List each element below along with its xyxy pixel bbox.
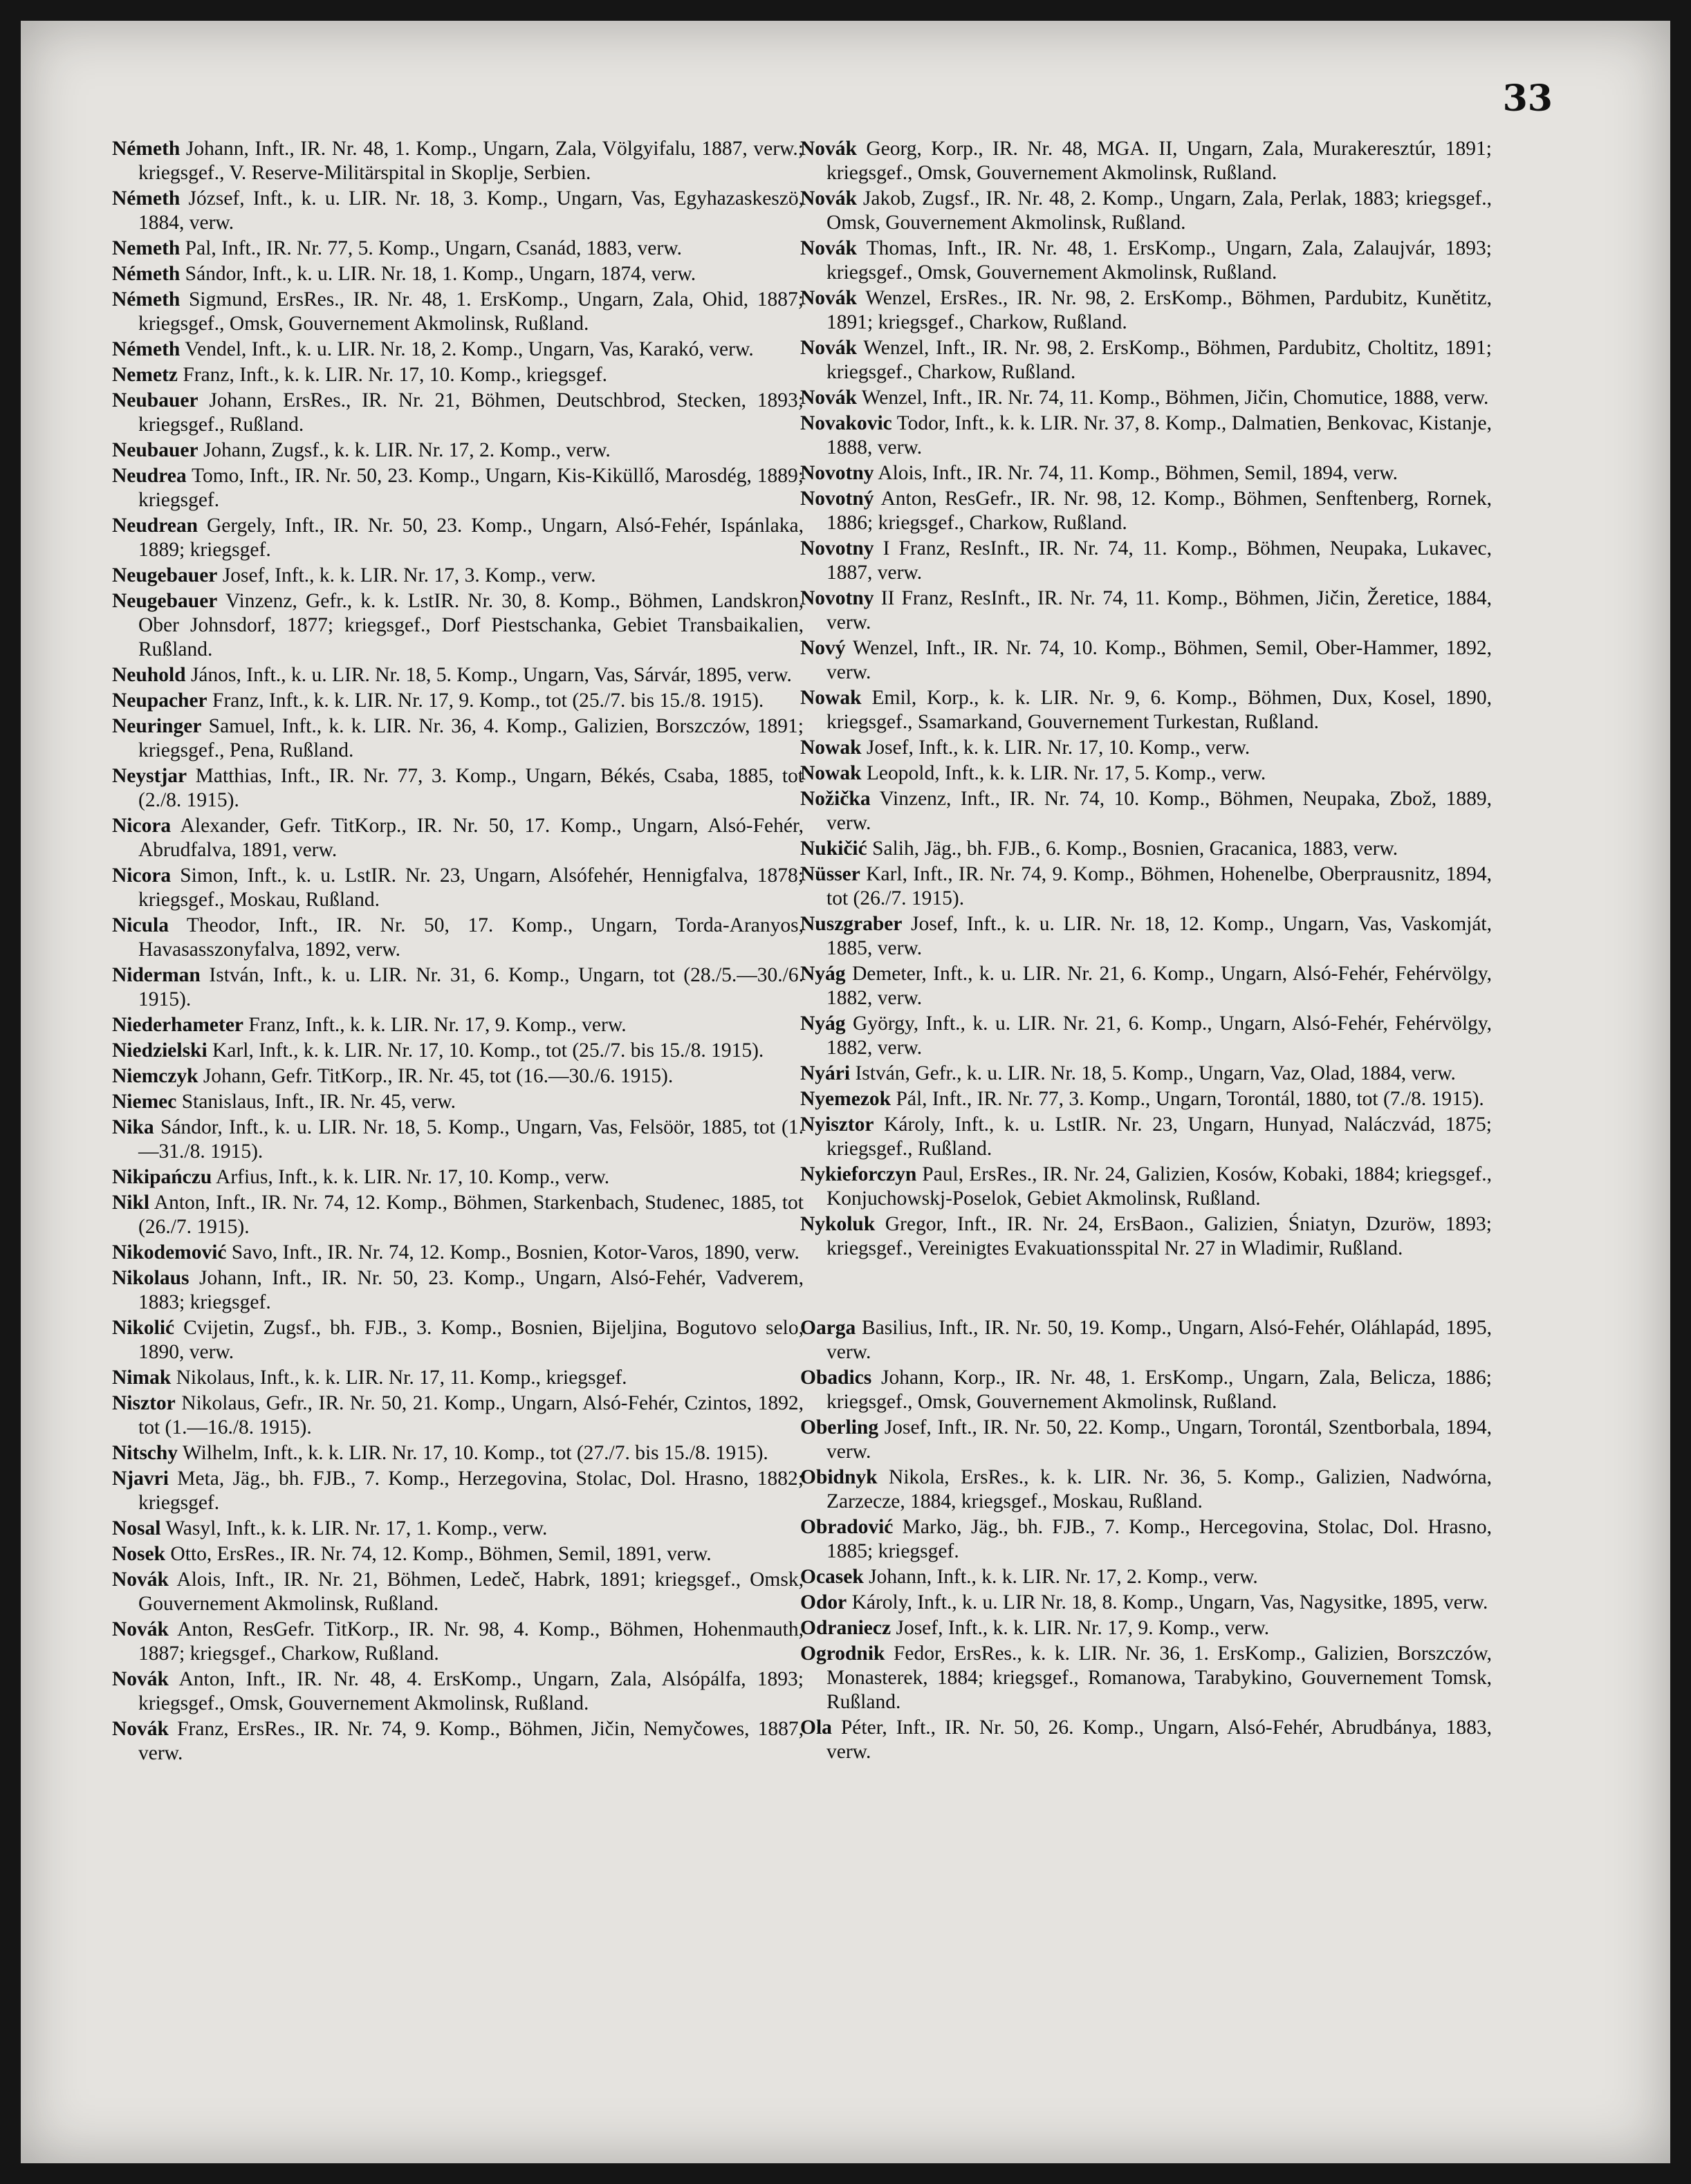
entry-details: Sándor, Inft., k. u. LIR. Nr. 18, 1. Komp., Ungarn, 1874, verw. bbox=[180, 263, 696, 285]
entry-surname: Németh bbox=[112, 187, 181, 210]
register-entry bbox=[800, 1716, 1492, 1764]
entry-surname: Oarga bbox=[800, 1317, 856, 1339]
register-entry bbox=[112, 288, 804, 336]
entry-details: Marko, Jäg., bh. FJB., 7. Komp., Hercegovina, Stolac, Dol. Hrasno, 1885; kriegsgef. bbox=[826, 1516, 1492, 1562]
entry-surname: Niederhameter bbox=[112, 1014, 244, 1036]
entry-details: Alois, Inft., IR. Nr. 21, Böhmen, Ledeč, Habrk, 1891; kriegsgef., Omsk, Gouvernement Akmolinsk, Rußland. bbox=[138, 1568, 804, 1615]
register-entry bbox=[800, 1087, 1492, 1111]
entry-surname: Novakovic bbox=[800, 412, 892, 434]
entry-details: Josef, Inft., k. k. LIR. Nr. 17, 9. Komp., verw. bbox=[891, 1617, 1270, 1639]
entry-details: Savo, Inft., IR. Nr. 74, 12. Komp., Bosnien, Kotor-Varos, 1890, verw. bbox=[226, 1241, 800, 1264]
entry-surname: Németh bbox=[112, 288, 181, 311]
register-entry bbox=[112, 1013, 804, 1037]
entry-details: Franz, Inft., k. k. LIR. Nr. 17, 9. Komp., tot (25./7. bis 15./8. 1915). bbox=[207, 690, 764, 712]
entry-details: Franz, Inft., k. k. LIR. Nr. 17, 10. Komp., kriegsgef. bbox=[177, 364, 608, 386]
entry-surname: Németh bbox=[112, 338, 181, 360]
entry-surname: Ocasek bbox=[800, 1566, 864, 1588]
entry-details: Jakob, Zugsf., IR. Nr. 48, 2. Komp., Ungarn, Zala, Perlak, 1883; kriegsgef., Omsk, Gouvernement Akmolinsk, Rußland. bbox=[826, 187, 1492, 234]
entries-n-section bbox=[800, 137, 1492, 1261]
entry-details: Georg, Korp., IR. Nr. 48, MGA. II, Ungarn, Zala, Murakeresztúr, 1891; kriegsgef., Omsk, Gouvernement Akmolinsk, Rußland. bbox=[826, 138, 1492, 184]
entry-details: Matthias, Inft., IR. Nr. 77, 3. Komp., Ungarn, Békés, Csaba, 1885, tot (2./8. 1915). bbox=[138, 765, 804, 811]
register-entry bbox=[800, 962, 1492, 1010]
entry-details: Sigmund, ErsRes., IR. Nr. 48, 1. ErsKomp., Ungarn, Zala, Ohid, 1887; kriegsgef., Omsk, Gouvernement Akmolinsk, Rußland. bbox=[138, 288, 804, 335]
register-entry bbox=[112, 1266, 804, 1315]
entry-surname: Nicora bbox=[112, 864, 172, 887]
entry-surname: Niderman bbox=[112, 964, 201, 986]
register-entry bbox=[800, 537, 1492, 585]
register-entry bbox=[800, 736, 1492, 760]
entry-surname: Novák bbox=[112, 1668, 169, 1690]
entry-details: Alois, Inft., IR. Nr. 74, 11. Komp., Böhmen, Semil, 1894, verw. bbox=[874, 462, 1398, 484]
register-entry bbox=[112, 187, 804, 235]
entry-details: Leopold, Inft., k. k. LIR. Nr. 17, 5. Komp., verw. bbox=[861, 762, 1266, 784]
register-entry bbox=[800, 686, 1492, 734]
register-entry bbox=[800, 1366, 1492, 1414]
entry-details: Anton, ResGefr. TitKorp., IR. Nr. 98, 4. Komp., Böhmen, Hohenmauth, 1887; kriegsgef., Charkow, Rußland. bbox=[138, 1618, 804, 1665]
entry-details: Cvijetin, Zugsf., bh. FJB., 3. Komp., Bosnien, Bijeljina, Bogutovo selo, 1890, verw. bbox=[138, 1317, 804, 1363]
entry-details: Johann, Korp., IR. Nr. 48, 1. ErsKomp., Ungarn, Zala, Belicza, 1886; kriegsgef., Omsk, Gouvernement Akmolinsk, Rußland. bbox=[826, 1367, 1492, 1413]
entry-details: Salih, Jäg., bh. FJB., 6. Komp., Bosnien, Gracanica, 1883, verw. bbox=[867, 837, 1398, 860]
entry-details: Pál, Inft., IR. Nr. 77, 3. Komp., Ungarn, Torontál, 1880, tot (7./8. 1915). bbox=[891, 1088, 1484, 1110]
entry-details: Stanislaus, Inft., IR. Nr. 45, verw. bbox=[176, 1091, 456, 1113]
entry-details: Johann, Inft., k. k. LIR. Nr. 17, 2. Komp., verw. bbox=[863, 1566, 1258, 1588]
entry-details: Johann, ErsRes., IR. Nr. 21, Böhmen, Deutschbrod, Stecken, 1893; kriegsgef., Rußland. bbox=[138, 389, 804, 436]
register-entry bbox=[112, 1316, 804, 1364]
entry-surname: Novák bbox=[112, 1568, 169, 1591]
entry-surname: Nožička bbox=[800, 788, 871, 810]
entry-details: Johann, Inft., IR. Nr. 50, 23. Komp., Ungarn, Alsó-Fehér, Vadverem, 1883; kriegsgef. bbox=[138, 1267, 804, 1313]
register-entry bbox=[112, 1467, 804, 1515]
register-entry bbox=[800, 1591, 1492, 1615]
entry-details: Nikolaus, Gefr., IR. Nr. 50, 21. Komp., Ungarn, Alsó-Fehér, Czintos, 1892, tot (1.—16./8. 1915). bbox=[138, 1392, 804, 1438]
entry-surname: Neystjar bbox=[112, 765, 187, 787]
entry-details: Péter, Inft., IR. Nr. 50, 26. Komp., Ungarn, Alsó-Fehér, Abrudbánya, 1883, verw. bbox=[826, 1716, 1492, 1763]
entry-details: Fedor, ErsRes., k. k. LIR. Nr. 36, 1. ErsKomp., Galizien, Borszczów, Monasterek, 1884; kriegsgef., Romanowa, Tarabykino, Gouvernement Tomsk, Rußland. bbox=[826, 1642, 1492, 1713]
register-entry bbox=[800, 787, 1492, 835]
register-entry bbox=[112, 1542, 804, 1566]
entry-details: Josef, Inft., k. k. LIR. Nr. 17, 3. Komp., verw. bbox=[217, 564, 596, 586]
entry-surname: Novák bbox=[800, 138, 857, 160]
entry-details: Meta, Jäg., bh. FJB., 7. Komp., Herzegovina, Stolac, Dol. Hrasno, 1882; kriegsgef. bbox=[138, 1468, 804, 1514]
register-entry bbox=[112, 1717, 804, 1766]
entry-surname: Nosek bbox=[112, 1543, 166, 1565]
register-entry bbox=[112, 337, 804, 362]
entry-surname: Nykoluk bbox=[800, 1213, 876, 1235]
entry-surname: Nyisztor bbox=[800, 1113, 874, 1136]
register-entry bbox=[800, 1616, 1492, 1640]
entry-surname: Nemeth bbox=[112, 237, 181, 259]
register-entry bbox=[800, 386, 1492, 410]
register-entry bbox=[800, 336, 1492, 385]
register-entry bbox=[800, 1565, 1492, 1589]
register-entry bbox=[800, 1212, 1492, 1261]
entry-surname: Novák bbox=[800, 237, 857, 259]
entry-surname: Nosal bbox=[112, 1517, 161, 1539]
entry-details: Todor, Inft., k. k. LIR. Nr. 37, 8. Komp., Dalmatien, Benkovac, Kistanje, 1888, verw. bbox=[826, 412, 1492, 459]
entry-surname: Oberling bbox=[800, 1416, 879, 1438]
entry-surname: Novák bbox=[800, 337, 857, 359]
register-entry bbox=[800, 837, 1492, 861]
register-entry bbox=[112, 1618, 804, 1666]
register-entry bbox=[800, 1113, 1492, 1161]
entry-surname: Neubauer bbox=[112, 439, 198, 461]
entry-surname: Nowak bbox=[800, 737, 862, 759]
register-entry bbox=[112, 814, 804, 862]
entry-surname: Nikolaus bbox=[112, 1267, 190, 1289]
entry-details: Nikolaus, Inft., k. k. LIR. Nr. 17, 11. Komp., kriegsgef. bbox=[171, 1367, 627, 1389]
entry-surname: Novák bbox=[112, 1718, 169, 1740]
entry-details: Gregor, Inft., IR. Nr. 24, ErsBaon., Galizien, Śniatyn, Dzuröw, 1893; kriegsgef., Vereinigtes Evakuationsspital Nr. 27 in Wladimir, Rußland. bbox=[826, 1213, 1492, 1259]
entry-details: Pal, Inft., IR. Nr. 77, 5. Komp., Ungarn, Csanád, 1883, verw. bbox=[180, 237, 682, 259]
entry-surname: Novák bbox=[112, 1618, 169, 1640]
register-entry bbox=[112, 1667, 804, 1716]
register-entry bbox=[112, 1241, 804, 1265]
entry-details: Anton, Inft., IR. Nr. 74, 12. Komp., Böhmen, Starkenbach, Studenec, 1885, tot (26./7. 1915). bbox=[138, 1192, 804, 1238]
entry-details: Wasyl, Inft., k. k. LIR. Nr. 17, 1. Komp., verw. bbox=[160, 1517, 548, 1539]
entry-details: Samuel, Inft., k. k. LIR. Nr. 36, 4. Komp., Galizien, Borszczów, 1891; kriegsgef., Pena, Rußland. bbox=[138, 715, 804, 761]
entry-surname: Niemczyk bbox=[112, 1065, 198, 1087]
entry-details: Josef, Inft., IR. Nr. 50, 22. Komp., Ungarn, Torontál, Szentborbala, 1894, verw. bbox=[826, 1416, 1492, 1463]
entry-surname: Nicula bbox=[112, 914, 169, 936]
register-entry bbox=[112, 363, 804, 387]
entry-surname: Németh bbox=[112, 138, 181, 160]
entry-surname: Nuszgraber bbox=[800, 913, 903, 935]
entry-details: Anton, Inft., IR. Nr. 48, 4. ErsKomp., Ungarn, Zala, Alsópálfa, 1893; kriegsgef., Omsk, Gouvernement Akmolinsk, Rußland. bbox=[138, 1668, 804, 1714]
entry-surname: Novák bbox=[800, 387, 857, 409]
section-divider bbox=[800, 1262, 1492, 1316]
register-entry bbox=[112, 1391, 804, 1440]
register-entry bbox=[112, 438, 804, 463]
register-entry bbox=[112, 1191, 804, 1239]
entry-surname: Novák bbox=[800, 187, 857, 210]
entry-surname: Niemec bbox=[112, 1091, 177, 1113]
entry-surname: Obidnyk bbox=[800, 1466, 878, 1488]
entry-surname: Njavri bbox=[112, 1468, 169, 1490]
entry-details: Anton, ResGefr., IR. Nr. 98, 12. Komp., Böhmen, Senftenberg, Rornek, 1886; kriegsgef., Charkow, Rußland. bbox=[826, 488, 1492, 534]
entry-surname: Neudrean bbox=[112, 515, 198, 537]
entry-surname: Nikipańczu bbox=[112, 1166, 212, 1188]
register-entry bbox=[112, 262, 804, 286]
entry-surname: Nitschy bbox=[112, 1442, 178, 1464]
register-entry bbox=[112, 237, 804, 261]
entry-surname: Odraniecz bbox=[800, 1617, 891, 1639]
entry-surname: Nowak bbox=[800, 762, 862, 784]
entry-details: Johann, Inft., IR. Nr. 48, 1. Komp., Ungarn, Zala, Völgyifalu, 1887, verw.; kriegsgef., V. Reserve-Militärspital in Skoplje, Serbien. bbox=[138, 138, 804, 184]
entry-surname: Novák bbox=[800, 287, 857, 309]
register-entry bbox=[800, 1012, 1492, 1060]
register-entry bbox=[800, 1062, 1492, 1086]
entry-surname: Obadics bbox=[800, 1367, 872, 1389]
entry-surname: Nimak bbox=[112, 1367, 172, 1389]
register-entry bbox=[800, 461, 1492, 485]
register-entry bbox=[112, 689, 804, 713]
entry-surname: Nowak bbox=[800, 687, 862, 709]
entry-details: Arfius, Inft., k. k. LIR. Nr. 17, 10. Komp., verw. bbox=[212, 1166, 610, 1188]
entry-surname: Nykieforczyn bbox=[800, 1163, 917, 1185]
register-entry bbox=[800, 237, 1492, 285]
register-entry bbox=[800, 487, 1492, 535]
document-page bbox=[21, 21, 1670, 2163]
register-entry bbox=[112, 663, 804, 687]
register-entry bbox=[800, 1642, 1492, 1714]
entry-surname: Nyág bbox=[800, 963, 846, 985]
entry-surname: Nisztor bbox=[112, 1392, 176, 1414]
entry-surname: Nukičić bbox=[800, 837, 867, 860]
entry-details: Thomas, Inft., IR. Nr. 48, 1. ErsKomp., Ungarn, Zala, Zalaujvár, 1893; kriegsgef., Omsk, Gouvernement Akmolinsk, Rußland. bbox=[826, 237, 1492, 284]
entry-surname: Nikodemović bbox=[112, 1241, 227, 1264]
entry-details: Sándor, Inft., k. u. LIR. Nr. 18, 5. Komp., Ungarn, Vas, Felsöör, 1885, tot (1.—31./8. 1915). bbox=[138, 1116, 804, 1163]
entry-details: Károly, Inft., k. u. LIR Nr. 18, 8. Komp., Ungarn, Vas, Nagysitke, 1895, verw. bbox=[847, 1591, 1488, 1613]
entry-details: Károly, Inft., k. u. LstIR. Nr. 23, Ungarn, Hunyad, Naláczvád, 1875; kriegsgef., Rußland. bbox=[826, 1113, 1492, 1160]
entry-details: Franz, ErsRes., IR. Nr. 74, 9. Komp., Böhmen, Jičin, Nemyčowes, 1887, verw. bbox=[138, 1718, 804, 1764]
entry-details: Johann, Gefr. TitKorp., IR. Nr. 45, tot (16.—30./6. 1915). bbox=[198, 1065, 674, 1087]
register-entry bbox=[800, 137, 1492, 185]
entries-o-section bbox=[800, 1316, 1492, 1764]
entry-details: József, Inft., k. u. LIR. Nr. 18, 3. Komp., Ungarn, Vas, Egyhazaskeszö, 1884, verw. bbox=[138, 187, 804, 234]
entry-details: Otto, ErsRes., IR. Nr. 74, 12. Komp., Böhmen, Semil, 1891, verw. bbox=[165, 1543, 712, 1565]
register-entry bbox=[800, 411, 1492, 460]
register-entry bbox=[112, 514, 804, 562]
register-entry bbox=[112, 864, 804, 912]
entry-details: Paul, ErsRes., IR. Nr. 24, Galizien, Kosów, Kobaki, 1884; kriegsgef., Konjuchowskj-Poselok, Gebiet Akmolinsk, Rußland. bbox=[826, 1163, 1492, 1210]
entry-details: István, Gefr., k. u. LIR. Nr. 18, 5. Komp., Ungarn, Vaz, Olad, 1884, verw. bbox=[850, 1062, 1456, 1084]
entry-details: Franz, Inft., k. k. LIR. Nr. 17, 9. Komp., verw. bbox=[243, 1014, 627, 1036]
entry-details: Tomo, Inft., IR. Nr. 50, 23. Komp., Ungarn, Kis-Kiküllő, Marosdég, 1889; kriegsgef. bbox=[138, 465, 804, 511]
register-entry bbox=[112, 564, 804, 588]
entry-details: Wenzel, Inft., IR. Nr. 74, 10. Komp., Böhmen, Semil, Ober-Hammer, 1892, verw. bbox=[826, 637, 1492, 683]
register-entry bbox=[112, 963, 804, 1012]
entry-details: Emil, Korp., k. k. LIR. Nr. 9, 6. Komp., Böhmen, Dux, Kosel, 1890, kriegsgef., Ssamarkand, Gouvernement Turkestan, Rußland. bbox=[826, 687, 1492, 733]
entry-surname: Neupacher bbox=[112, 690, 207, 712]
entry-surname: Obradović bbox=[800, 1516, 894, 1538]
entry-details: I Franz, ResInft., IR. Nr. 74, 11. Komp., Böhmen, Neupaka, Lukavec, 1887, verw. bbox=[826, 537, 1492, 584]
register-entry bbox=[112, 1441, 804, 1465]
entry-surname: Niedzielski bbox=[112, 1039, 207, 1062]
register-entry bbox=[112, 1366, 804, 1390]
register-entry bbox=[112, 914, 804, 962]
register-entry bbox=[800, 586, 1492, 635]
entry-surname: Neubauer bbox=[112, 389, 198, 411]
register-entry bbox=[112, 464, 804, 512]
register-entry bbox=[800, 187, 1492, 235]
register-entry bbox=[800, 1316, 1492, 1364]
entry-surname: Nicora bbox=[112, 815, 172, 837]
register-entry bbox=[800, 1163, 1492, 1211]
entry-details: Demeter, Inft., k. u. LIR. Nr. 21, 6. Komp., Ungarn, Alsó-Fehér, Fehérvölgy, 1882, verw. bbox=[826, 963, 1492, 1009]
entry-surname: Nikl bbox=[112, 1192, 150, 1214]
entry-details: Gergely, Inft., IR. Nr. 50, 23. Komp., Ungarn, Alsó-Fehér, Ispánlaka, 1889; kriegsgef. bbox=[138, 515, 804, 561]
register-entry bbox=[112, 1116, 804, 1164]
entry-details: István, Inft., k. u. LIR. Nr. 31, 6. Komp., Ungarn, tot (28./5.—30./6. 1915). bbox=[138, 964, 804, 1010]
right-column bbox=[800, 137, 1492, 1766]
entry-details: Wenzel, Inft., IR. Nr. 98, 2. ErsKomp., Böhmen, Pardubitz, Choltitz, 1891; kriegsgef., Charkow, Rußland. bbox=[826, 337, 1492, 383]
register-entry bbox=[112, 1517, 804, 1541]
entry-surname: Neudrea bbox=[112, 465, 187, 487]
register-entry bbox=[112, 764, 804, 813]
register-entry bbox=[800, 1416, 1492, 1464]
entry-surname: Novotny bbox=[800, 537, 874, 559]
entry-surname: Neuhold bbox=[112, 664, 186, 686]
register-entry bbox=[112, 714, 804, 763]
register-entry bbox=[112, 1090, 804, 1114]
entry-details: Nikola, ErsRes., k. k. LIR. Nr. 36, 5. Komp., Galizien, Nadwórna, Zarzecze, 1884, kriegsgef., Moskau, Rußland. bbox=[826, 1466, 1492, 1512]
register-entry bbox=[112, 1039, 804, 1063]
entry-surname: Odor bbox=[800, 1591, 847, 1613]
entry-surname: Nový bbox=[800, 637, 846, 659]
register-entry bbox=[800, 1465, 1492, 1514]
register-entry bbox=[112, 1568, 804, 1616]
register-entry bbox=[800, 912, 1492, 961]
entry-details: Josef, Inft., k. u. LIR. Nr. 18, 12. Komp., Ungarn, Vas, Vaskomját, 1885, verw. bbox=[826, 913, 1492, 959]
entry-details: György, Inft., k. u. LIR. Nr. 21, 6. Komp., Ungarn, Alsó-Fehér, Fehérvölgy, 1882, verw. bbox=[826, 1012, 1492, 1059]
entry-surname: Novotný bbox=[800, 488, 874, 510]
entry-surname: Nika bbox=[112, 1116, 154, 1138]
entry-details: Wenzel, ErsRes., IR. Nr. 98, 2. ErsKomp., Böhmen, Pardubitz, Kunětitz, 1891; kriegsgef., Charkow, Rußland. bbox=[826, 287, 1492, 333]
entry-details: Karl, Inft., IR. Nr. 74, 9. Komp., Böhmen, Hohenelbe, Oberprausnitz, 1894, tot (26./7. 1915). bbox=[826, 863, 1492, 909]
entry-surname: Novotny bbox=[800, 462, 874, 484]
entry-details: Wenzel, Inft., IR. Nr. 74, 11. Komp., Böhmen, Jičin, Chomutice, 1888, verw. bbox=[856, 387, 1489, 409]
entry-details: Wilhelm, Inft., k. k. LIR. Nr. 17, 10. Komp., tot (27./7. bis 15./8. 1915). bbox=[178, 1442, 768, 1464]
entry-details: Josef, Inft., k. k. LIR. Nr. 17, 10. Komp., verw. bbox=[861, 737, 1250, 759]
entry-details: Vinzenz, Gefr., k. k. LstIR. Nr. 30, 8. Komp., Böhmen, Landskron, Ober Johnsdorf, 1877; kriegsgef., Dorf Piestschanka, Gebiet Transbaikalien, Rußland. bbox=[138, 590, 804, 660]
entry-details: Simon, Inft., k. u. LstIR. Nr. 23, Ungarn, Alsófehér, Hennigfalva, 1878; kriegsgef., Moskau, Rußland. bbox=[138, 864, 804, 911]
left-column bbox=[112, 137, 804, 1767]
register-entry bbox=[800, 636, 1492, 685]
entry-surname: Nüsser bbox=[800, 863, 860, 885]
page-number: 33 bbox=[1502, 77, 1553, 120]
register-entry bbox=[112, 1165, 804, 1190]
entry-surname: Novotny bbox=[800, 587, 874, 609]
entry-surname: Nyemezok bbox=[800, 1088, 891, 1110]
register-entry bbox=[112, 389, 804, 437]
register-entry bbox=[112, 1064, 804, 1089]
entry-details: Vendel, Inft., k. u. LIR. Nr. 18, 2. Komp., Ungarn, Vas, Karakó, verw. bbox=[180, 338, 754, 360]
entry-surname: Nyág bbox=[800, 1012, 846, 1035]
entry-surname: Neugebauer bbox=[112, 590, 218, 612]
register-entry bbox=[112, 137, 804, 185]
entry-surname: Neuringer bbox=[112, 715, 202, 737]
entry-surname: Nikolić bbox=[112, 1317, 175, 1339]
entry-surname: Neugebauer bbox=[112, 564, 218, 586]
entry-details: Johann, Zugsf., k. k. LIR. Nr. 17, 2. Komp., verw. bbox=[198, 439, 611, 461]
entry-surname: Németh bbox=[112, 263, 181, 285]
register-entry bbox=[800, 1515, 1492, 1564]
entry-details: II Franz, ResInft., IR. Nr. 74, 11. Komp., Böhmen, Jičin, Žeretice, 1884, verw. bbox=[826, 587, 1492, 633]
entry-surname: Nemetz bbox=[112, 364, 178, 386]
entry-details: Alexander, Gefr. TitKorp., IR. Nr. 50, 17. Komp., Ungarn, Alsó-Fehér, Abrudfalva, 1891, verw. bbox=[138, 815, 804, 861]
entry-details: Theodor, Inft., IR. Nr. 50, 17. Komp., Ungarn, Torda-Aranyos, Havasasszonyfalva, 1892, verw. bbox=[138, 914, 804, 961]
entry-surname: Ogrodnik bbox=[800, 1642, 885, 1665]
entry-details: Karl, Inft., k. k. LIR. Nr. 17, 10. Komp., tot (25./7. bis 15./8. 1915). bbox=[207, 1039, 764, 1062]
register-entry bbox=[112, 589, 804, 662]
register-entry bbox=[800, 862, 1492, 911]
register-entry bbox=[800, 286, 1492, 335]
entry-details: Basilius, Inft., IR. Nr. 50, 19. Komp., Ungarn, Alsó-Fehér, Oláhlapád, 1895, verw. bbox=[826, 1317, 1492, 1363]
entry-surname: Ola bbox=[800, 1716, 832, 1739]
entry-surname: Nyári bbox=[800, 1062, 851, 1084]
entry-details: János, Inft., k. u. LIR. Nr. 18, 5. Komp., Ungarn, Vas, Sárvár, 1895, verw. bbox=[185, 664, 792, 686]
entry-details: Vinzenz, Inft., IR. Nr. 74, 10. Komp., Böhmen, Neupaka, Zbož, 1889, verw. bbox=[826, 788, 1492, 834]
register-entry bbox=[800, 761, 1492, 786]
